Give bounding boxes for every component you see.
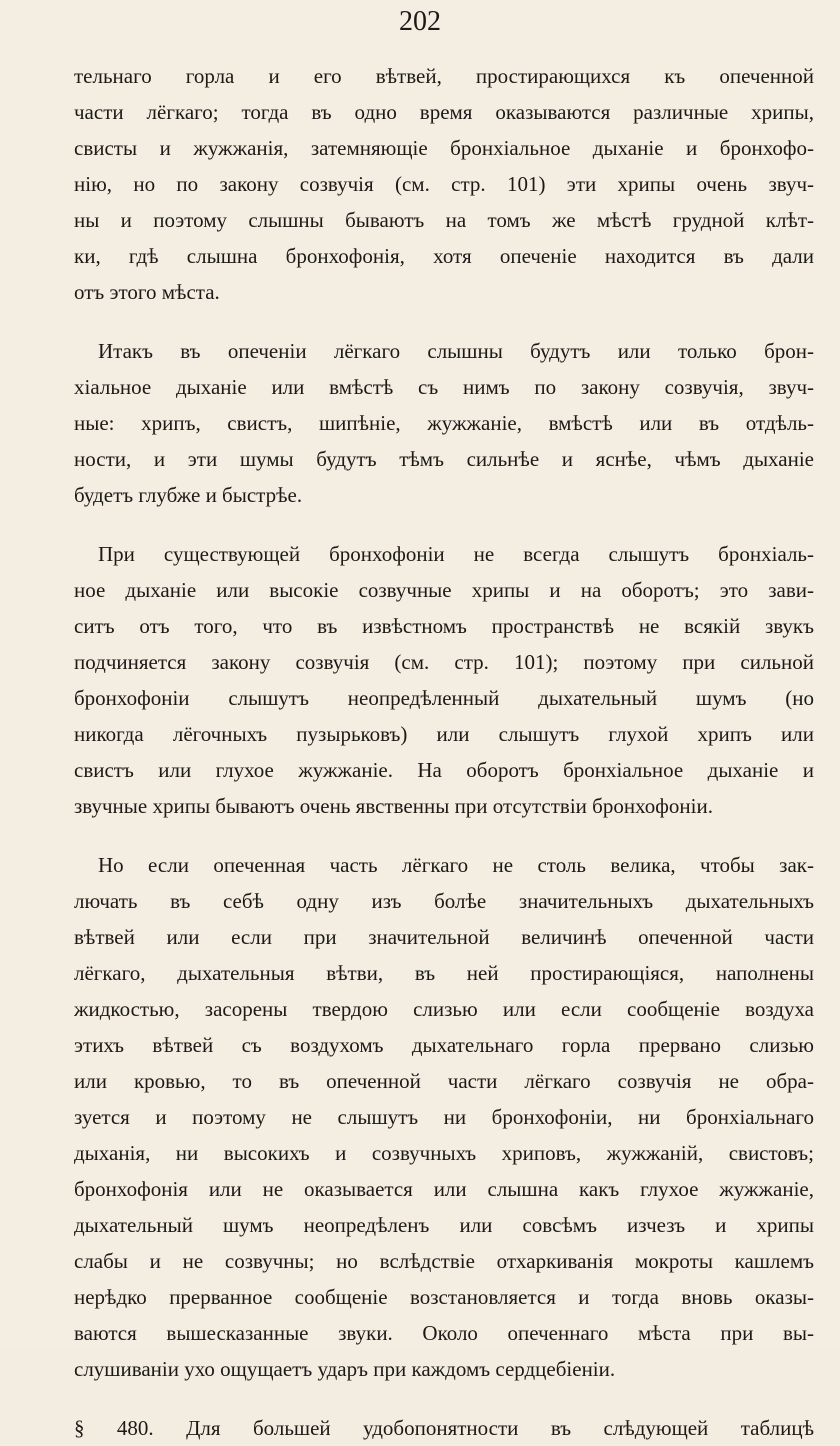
text-line: ное дыханіе или высокіе созвучные хрипы и на оборотъ; это зави- (74, 578, 814, 602)
text-line: слушиваніи ухо ощущаетъ ударъ при каждомъ сердцебіеніи. (74, 1357, 616, 1381)
text-line: бронхофонія или не оказывается или слышна какъ глухое жужжаніе, (74, 1177, 814, 1201)
text-line: подчиняется закону созвучія (см. стр. 101); поэтому при сильной (74, 650, 814, 674)
text-line: части лёгкаго; тогда въ одно время оказываются различные хрипы, (74, 100, 814, 124)
text-line: ные: хрипъ, свистъ, шипѣніе, жужжаніе, вмѣстѣ или въ отдѣль- (74, 411, 814, 435)
text-line: бронхофоніи слышутъ неопредѣленный дыхательный шумъ (но (74, 686, 814, 710)
paragraph (74, 333, 814, 513)
text-line: лючать въ себѣ одну изъ болѣе значительныхъ дыхательныхъ (74, 889, 814, 913)
text-line: лёгкаго, дыхательныя вѣтви, въ ней простирающіяся, наполнены (74, 961, 814, 985)
text-line: ности, и эти шумы будутъ тѣмъ сильнѣе и яснѣе, чѣмъ дыханіе (74, 447, 814, 471)
paragraph (74, 58, 814, 310)
paragraph-gap (74, 310, 814, 333)
text-line: хіальное дыханіе или вмѣстѣ съ нимъ по закону созвучія, звуч- (74, 375, 814, 399)
paragraph (74, 847, 814, 1387)
paragraph-gap (74, 513, 814, 536)
paragraph-gap (74, 824, 814, 847)
text-line: никогда лёгочныхъ пузырьковъ) или слышутъ глухой хрипъ или (74, 722, 814, 746)
text-line: Но если опеченная часть лёгкаго не столь велика, чтобы зак- (98, 853, 814, 877)
text-line: дыхательный шумъ неопредѣленъ или совсѣмъ изчезъ и хрипы (74, 1213, 814, 1237)
text-line: вѣтвей или если при значительной величинѣ опеченной части (74, 925, 814, 949)
text-line: будетъ глубже и быстрѣе. (74, 483, 303, 507)
text-line: При существующей бронхофоніи не всегда слышутъ бронхіаль- (98, 542, 814, 566)
text-line: дыханія, ни высокихъ и созвучныхъ хриповъ, жужжаній, свистовъ; (74, 1141, 814, 1165)
text-line: звучные хрипы бываютъ очень явственны при отсутствіи бронхофоніи. (74, 794, 713, 818)
paragraph (74, 536, 814, 824)
text-line: этихъ вѣтвей съ воздухомъ дыхательнаго горла прервано слизью (74, 1033, 814, 1057)
text-line: или кровью, то въ опеченной части лёгкаго созвучія не обра- (74, 1069, 814, 1093)
text-line: § 480. Для большей удобопонятности въ слѣдующей таблицѣ (74, 1416, 814, 1440)
text-line: ны и поэтому слышны бываютъ на томъ же мѣстѣ грудной клѣт- (74, 208, 814, 232)
page-number: 202 (399, 6, 441, 37)
text-line: свистъ или глухое жужжаніе. На оборотъ бронхіальное дыханіе и (74, 758, 814, 782)
text-line: нію, но по закону созвучія (см. стр. 101) эти хрипы очень звуч- (74, 172, 814, 196)
text-line: ваются вышесказанные звуки. Около опеченнаго мѣста при вы- (74, 1321, 814, 1345)
text-line: свисты и жужжанія, затемняющіе бронхіальное дыханіе и бронхофо- (74, 136, 814, 160)
paragraph-gap (74, 1387, 814, 1410)
text-line: жидкостью, засорены твердою слизью или если сообщеніе воздуха (74, 997, 814, 1021)
paragraph (74, 1410, 814, 1446)
text-line: ки, гдѣ слышна бронхофонія, хотя опеченіе находится въ дали (74, 244, 814, 268)
text-line: слабы и не созвучны; но вслѣдствіе отхаркиванія мокроты кашлемъ (74, 1249, 814, 1273)
text-line: отъ этого мѣста. (74, 280, 220, 304)
body-text (74, 58, 814, 1446)
text-line: ситъ отъ того, что въ извѣстномъ пространствѣ не всякій звукъ (74, 614, 814, 638)
text-line: зуется и поэтому не слышутъ ни бронхофоніи, ни бронхіальнаго (74, 1105, 814, 1129)
text-line: Итакъ въ опеченіи лёгкаго слышны будутъ или только брон- (98, 339, 814, 363)
text-line: нерѣдко прерванное сообщеніе возстановляется и тогда вновь оказы- (74, 1285, 814, 1309)
text-line: тельнаго горла и его вѣтвей, простирающихся къ опеченной (74, 64, 814, 88)
